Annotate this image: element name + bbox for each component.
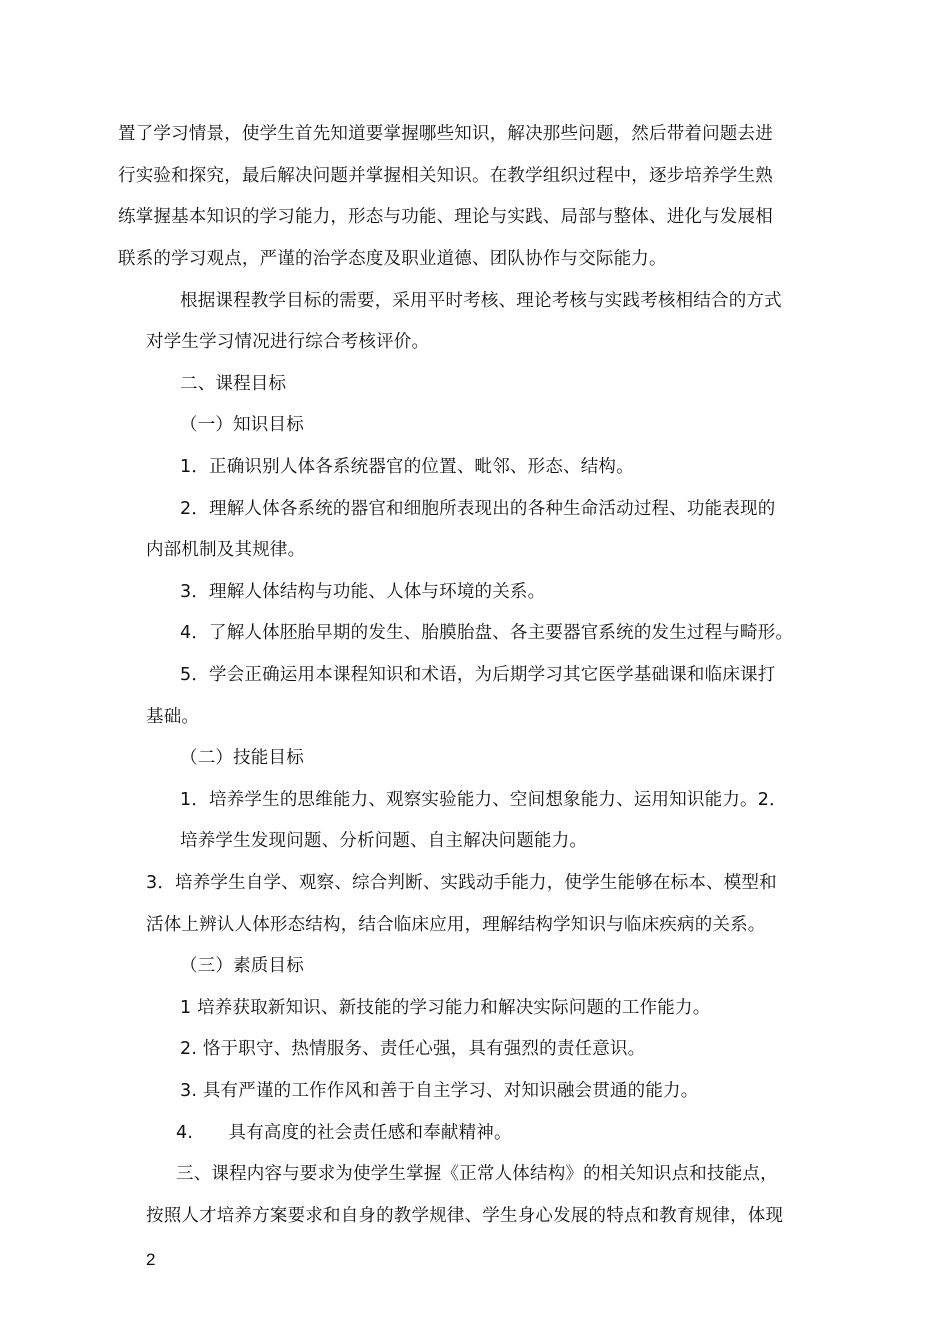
body-text-line: 根据课程教学目标的需要，采用平时考核、理论考核与实践考核相结合的方式: [180, 291, 782, 311]
list-item-continuation: 基础。: [146, 707, 200, 727]
list-item: 4. 具有高度的社会责任感和奉献精神。: [176, 1123, 512, 1143]
body-text-line: 置了学习情景，使学生首先知道要掌握哪些知识，解决那些问题，然后带着问题去进: [118, 124, 773, 144]
body-text-line: 按照人才培养方案要求和自身的教学规律、学生身心发展的特点和教育规律，体现: [146, 1206, 784, 1226]
list-item: 1．正确识别人体各系统器官的位置、毗邻、形态、结构。: [180, 457, 634, 477]
list-item: 1 培养获取新知识、新技能的学习能力和解决实际问题的工作能力。: [180, 998, 711, 1018]
list-item: 5．学会正确运用本课程知识和术语，为后期学习其它医学基础课和临床课打: [180, 665, 776, 685]
list-item: 1．培养学生的思维能力、观察实验能力、空间想象能力、运用知识能力。2．: [180, 790, 787, 810]
section-heading-paragraph: 三、课程内容与要求为使学生掌握《正常人体结构》的相关知识点和技能点，: [176, 1164, 778, 1184]
list-item: 2．理解人体各系统的器官和细胞所表现出的各种生命活动过程、功能表现的: [180, 499, 776, 519]
list-item: 2. 恪于职守、热情服务、责任心强，具有强烈的责任意识。: [180, 1039, 646, 1059]
body-text-line: 联系的学习观点，严谨的治学态度及职业道德、团队协作与交际能力。: [118, 249, 667, 269]
list-item: 3. 具有严谨的工作作风和善于自主学习、对知识融会贯通的能力。: [180, 1081, 699, 1101]
list-item: 3．理解人体结构与功能、人体与环境的关系。: [180, 582, 546, 602]
subsection-heading: （一）知识目标: [180, 415, 304, 435]
body-text-line: 行实验和探究，最后解决问题并掌握相关知识。在教学组织过程中，逐步培养学生熟: [118, 166, 773, 186]
page-number: 2: [146, 1250, 156, 1269]
list-item-continuation: 内部机制及其规律。: [146, 540, 306, 560]
subsection-heading: （二）技能目标: [180, 748, 304, 768]
list-item: 4．了解人体胚胎早期的发生、胎膜胎盘、各主要器官系统的发生过程与畸形。: [180, 623, 794, 643]
body-text-line: 对学生学习情况进行综合考核评价。: [146, 332, 430, 352]
list-item-continuation: 培养学生发现问题、分析问题、自主解决问题能力。: [180, 831, 588, 851]
section-heading: 二、课程目标: [180, 374, 287, 394]
list-item: 3．培养学生自学、观察、综合判断、实践动手能力，使学生能够在标本、模型和: [146, 873, 777, 893]
body-text-line: 练掌握基本知识的学习能力，形态与功能、理论与实践、局部与整体、进化与发展相: [118, 207, 773, 227]
subsection-heading: （三）素质目标: [180, 956, 304, 976]
list-item-continuation: 活体上辨认人体形态结构，结合临床应用，理解结构学知识与临床疾病的关系。: [146, 915, 766, 935]
